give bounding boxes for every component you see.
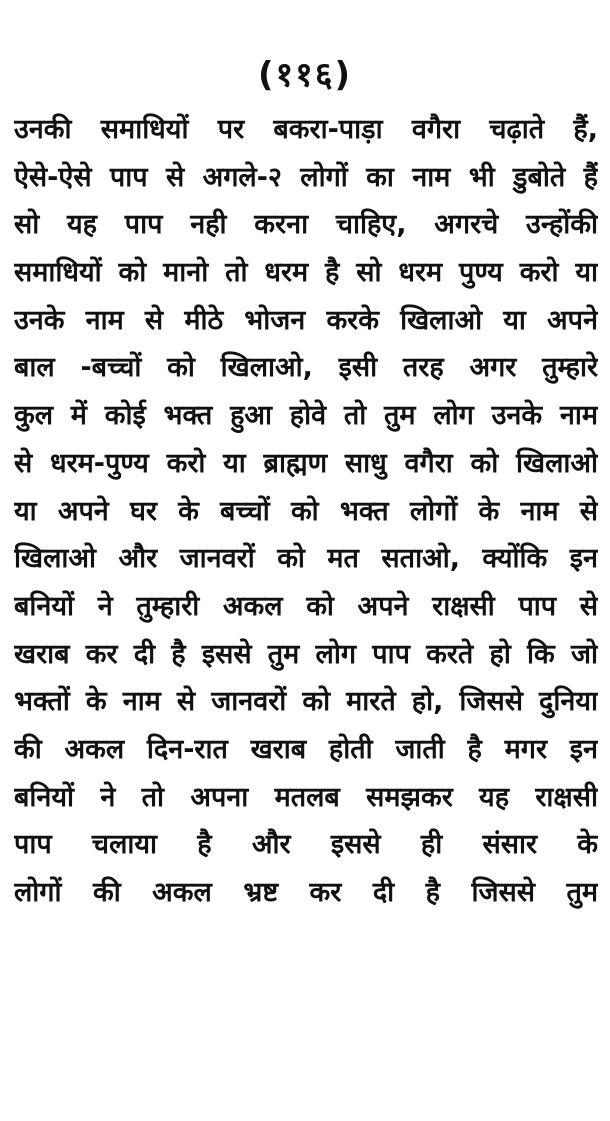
text-line: उनके नाम से मीठे भोजन करके खिलाओ या अपने: [14, 304, 598, 336]
text-line: से धरम-पुण्य करो या ब्राह्मण साधु वगैरा को खिलाओ: [14, 447, 598, 479]
text-line: सो यह पाप नही करना चाहिए, अगरचे उन्होंकी: [14, 209, 598, 241]
text-line: की अकल दिन-रात खराब होती जाती है मगर इन: [14, 733, 598, 765]
text-line: खराब कर दी है इससे तुम लोग पाप करते हो कि जो: [14, 638, 598, 670]
text-line: खिलाओ और जानवरों को मत सताओ, क्योंकि इन: [14, 543, 598, 575]
text-line: समाधियों को मानो तो धरम है सो धरम पुण्य करो या: [14, 257, 598, 289]
text-line: बाल -बच्चों को खिलाओ, इसी तरह अगर तुम्हारे: [14, 352, 598, 384]
text-line: कुल में कोई भक्त हुआ होवे तो तुम लोग उनके नाम: [14, 400, 598, 432]
text-line: पाप चलाया है और इससे ही संसार के: [14, 829, 598, 861]
text-line: भक्तों के नाम से जानवरों को मारते हो, जिससे दुनिया: [14, 686, 598, 718]
text-line: बनियों ने तुम्हारी अकल को अपने राक्षसी पाप से: [14, 590, 598, 622]
page-number: (११६): [257, 55, 353, 95]
text-line: उनकी समाधियों पर बकरा-पाड़ा वगैरा चढ़ाते हैं,: [14, 114, 598, 145]
text-line: या अपने घर के बच्चों को भक्त लोगों के नाम से: [14, 495, 598, 527]
page-body-text: [14, 106, 598, 917]
text-line: ऐसे-ऐसे पाप से अगले-२ लोगों का नाम भी डुबोते हैं: [14, 161, 598, 193]
text-line: लोगों की अकल भ्रष्ट कर दी है जिससे तुम: [14, 877, 598, 908]
text-line: बनियों ने तो अपना मतलब समझकर यह राक्षसी: [14, 781, 598, 813]
